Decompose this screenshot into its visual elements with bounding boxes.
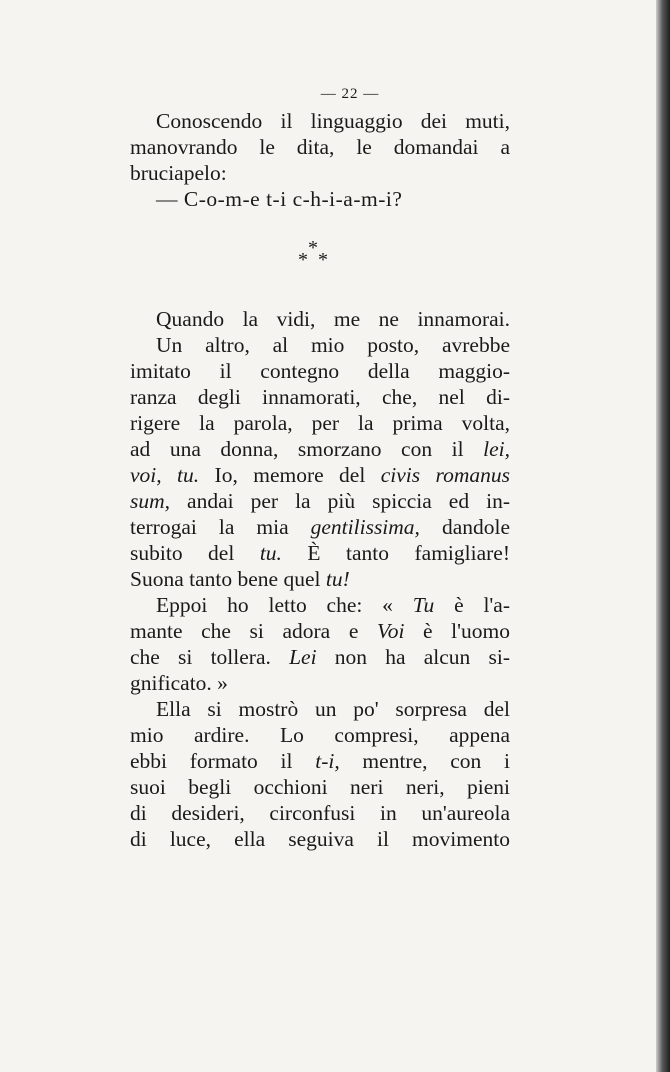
text-segment: non ha alcun si-	[316, 645, 511, 669]
text-segment: terrogai la mia	[130, 515, 311, 539]
text-line	[130, 644, 510, 670]
paragraph-1	[130, 108, 510, 186]
page-number: — 22 —	[320, 86, 380, 102]
italic-word: civis romanus	[380, 463, 510, 487]
text-line: di luce, ella seguiva il movimento	[130, 827, 510, 851]
text-line: rigere la parola, per la prima volta,	[130, 411, 510, 435]
text-segment: è l'uomo	[404, 619, 510, 643]
dialogue-line: — C-o-m-e t-i c-h-i-a-m-i?	[156, 187, 403, 211]
italic-word: tu.	[259, 541, 282, 565]
text-block	[130, 84, 510, 852]
text-line: Quando la vidi, me ne innamorai.	[156, 307, 510, 331]
text-line: di desideri, circonfusi in un'aureola	[130, 801, 510, 825]
italic-word: tu!	[325, 567, 350, 591]
text-segment: dandole	[419, 515, 511, 539]
text-line: bruciapelo:	[130, 161, 227, 185]
text-line	[130, 566, 510, 592]
text-segment: andai per la più spiccia ed in-	[170, 489, 510, 513]
text-segment: che si tollera.	[130, 645, 290, 669]
asterisk-right: *	[318, 249, 328, 271]
text-line: mio ardire. Lo compresi, appena	[130, 723, 510, 747]
text-line	[130, 488, 510, 514]
text-segment: Eppoi ho letto che: «	[156, 593, 413, 617]
italic-word: Voi	[376, 619, 405, 643]
text-line: ranza degli innamorati, che, nel di-	[130, 385, 510, 409]
page-edge-shadow	[656, 0, 670, 1072]
text-line	[130, 514, 510, 540]
text-line	[130, 540, 510, 566]
asterism-separator	[130, 212, 510, 306]
paragraph-3	[130, 592, 510, 696]
text-line: manovrando le dita, le domandai a	[130, 135, 510, 159]
text-line	[130, 748, 510, 774]
text-line: suoi begli occhioni neri neri, pieni	[130, 775, 510, 799]
italic-word: voi, tu.	[130, 463, 200, 487]
text-line	[130, 618, 510, 644]
text-segment: È tanto famigliare!	[281, 541, 510, 565]
paragraph-2	[130, 306, 510, 592]
italic-word: Lei	[289, 645, 317, 669]
italic-word: sum,	[130, 489, 171, 513]
text-segment: mentre, con i	[339, 749, 510, 773]
text-line: Ella si mostrò un po' sorpresa del	[156, 697, 510, 721]
text-line: Un altro, al mio posto, avrebbe	[156, 333, 510, 357]
italic-word: Tu	[412, 593, 435, 617]
asterisk-left: *	[298, 249, 308, 271]
italic-word: gentilissima,	[310, 515, 420, 539]
text-segment: mante che si adora e	[130, 619, 377, 643]
text-segment: è l'a-	[434, 593, 510, 617]
asterisk-top: *	[308, 237, 318, 259]
text-line: Conoscendo il linguaggio dei muti,	[156, 109, 510, 133]
text-line	[130, 462, 510, 488]
text-segment: Io, memore del	[199, 463, 381, 487]
text-line	[130, 592, 510, 618]
text-line: imitato il contegno della maggio-	[130, 359, 510, 383]
text-line	[130, 436, 510, 462]
text-segment: ad una donna, smorzano con il	[130, 437, 484, 461]
italic-word: t-i,	[315, 749, 340, 773]
text-segment: Suona tanto bene quel	[130, 567, 326, 591]
text-segment: subito del	[130, 541, 260, 565]
paragraph-4	[130, 696, 510, 852]
italic-word: lei,	[483, 437, 510, 461]
text-line: gnificato. »	[130, 671, 228, 695]
text-segment: ebbi formato il	[130, 749, 316, 773]
